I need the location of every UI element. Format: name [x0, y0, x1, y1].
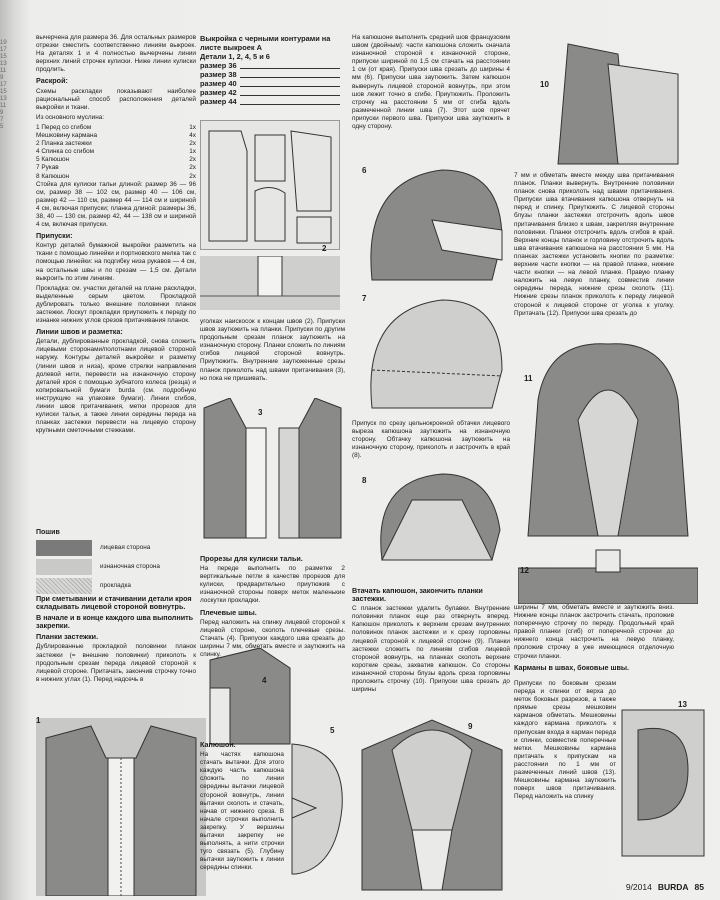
- figure-number: 4: [262, 676, 267, 685]
- figure-13: [618, 700, 708, 858]
- right-side-swatch: [36, 540, 92, 556]
- facing-text: Припуск по срезу цельнокроеной обтачки лицевого выреза капюшона заутюжить на изнаночную сторону. Обтачку капюшона заутюжить на изнаночную сторону, приколоть и застрочить в край (8).: [352, 420, 510, 460]
- slits-text: На переде выполнить по разметке 2 вертикальные петли в качестве прорезов для кулиски, предварительно приутюжив с изнаночной стороны поверх меток маленькие лоскутки прокладки.: [200, 565, 345, 605]
- figure-5: [286, 738, 348, 878]
- size-line-sample: [240, 72, 340, 78]
- figure-12-drawing: [518, 548, 698, 604]
- figure-number: 2: [322, 244, 327, 253]
- pattern-parts: Детали 1, 2, 4, 5 и 6: [200, 52, 270, 61]
- fabric-piece-qty: 4x: [189, 132, 196, 140]
- allowances-heading: Припуски:: [36, 231, 73, 241]
- figure-4-drawing: [200, 648, 310, 748]
- gutter-mark: 15: [0, 54, 7, 60]
- figure-3-drawing: [200, 398, 345, 546]
- gutter-mark: 9: [0, 75, 4, 81]
- attach-heading: Втачать капюшон, закончить планки застежки.: [352, 586, 483, 604]
- figure-10: [518, 34, 688, 174]
- hood-text: На частях капюшона стачать вытачки. Для этого каждую часть капюшона сложить по линии середины вытачки лицевой стороной вовнутрь, линии вытачки сколоть и стачать, начав от нижнего среза. В начале строчки выполнить закрепку. У вершины вытачки закрепку не выполнять, а нити строчки туго связать (5). Глубину вытачки заутюжить к линии середины спинки.: [200, 751, 284, 872]
- placket-text-cont: уголках наискосок к концам швов (2). Припуски швов заутюжить на планки. Припуски по другим продольным срезам планок заутюжить на изнаночную сторону. Планки сложить по линиям сгибов лицевой стороной вовнутрь. Приутюжить. Внутренние заутюженные срезы планок приколоть над швами притачивания (3), но пока не пришивать.: [200, 318, 345, 382]
- legend: [36, 526, 196, 595]
- wrong-side-swatch: [36, 559, 92, 575]
- size-label: размер 38: [200, 70, 237, 79]
- figure-8-drawing: [352, 460, 510, 570]
- finish-text: 7 мм и обметать вместе между шва притачивания планок. Планки вывернуть. Внутренние половинки планок снова приколоть над швами притачивания. Припуски шва втачивания капюшона отвернуть на перед и спинку. Приутюжить. С лицевой стороны блузы планки застежки отстрочить вдоль швов притачивания близко к швам, закрепляя внутренние половинки. Планки отстрочить вдоль сгибов в край. Верхние концы планок и горловину отстрочить вдоль шва втачивания капюшона на расстоянии 5 мм. На планках застежки установить кнопки по разметке: верхние части кнопки — на правой планке, нижние части кнопки — на левой планке. Правую планку наложить на левую планку, совместив линии середины переда, нижние срезы сколоть (11). Нижние срезы планок приколоть к переду лицевой стороной к лицевой стороне от уголка к уголку. Притачать (12). Припуски шва срезать до: [514, 172, 674, 317]
- figure-number: 7: [362, 294, 367, 303]
- pockets-heading: Карманы в швах, боковые швы.: [514, 662, 629, 672]
- shoulder-text: Перед наложить на спинку лицевой стороной к лицевой стороне, сколоть плечевые срезы. Стачать (4). Припуски каждого шва срезать до ширины 7 мм, обметать вместе и заутюжить на спинку.: [200, 618, 345, 659]
- gutter-mark: 11: [0, 68, 7, 74]
- fabric-piece-name: 4 Спинка со сгибом: [36, 148, 95, 156]
- page-footer: [626, 882, 704, 892]
- figure-number: 3: [258, 408, 263, 417]
- gutter-mark: 7: [0, 117, 4, 123]
- page-number: 85: [694, 882, 704, 892]
- fabric-piece-qty: 2x: [189, 140, 196, 148]
- figure-7-drawing: [352, 290, 510, 414]
- fabric-list-item: [36, 156, 196, 164]
- pockets-text: Припуски по боковым срезам переда и спинки от верха до меток боковых разрезов, а также прямые срезы мешковин карманов обметать. Мешковины каждого кармана приколоть к припускам входа в карман переда и спинки, совместив поперечные метки. Мешковины кармана притачать к припускам на расстоянии по 1 мм от размеченных линий швов (13). Мешковины кармана заутюжить поверх швов притачивания. Перед наложить на спинку: [514, 680, 616, 801]
- vest-front-drawing: [36, 718, 206, 896]
- figure-5-drawing: [286, 738, 348, 878]
- cutting-layout-diagram: [200, 120, 340, 250]
- fabric-piece-name: 2 Планка застежки: [36, 140, 92, 148]
- column-2: [200, 318, 345, 385]
- gutter-mark: 17: [0, 82, 7, 88]
- layout-drawing: [201, 121, 341, 251]
- figure-number: 6: [362, 166, 367, 175]
- bottom-text: ширины 7 мм, обметать вместе и заутюжить вниз. Нижние концы планок застрочить стачать, проложив поперечную строчку по переду. Продольный край правой планки (сгиб) от поперечной строчки до нижнего конца настрочить на левую планку, проложив строчку в уже имеющиеся отделочную строчки планки.: [514, 604, 674, 660]
- legend-label: изнаночная сторона: [100, 563, 160, 570]
- column-1-lower: [36, 592, 196, 686]
- figure-11: [518, 340, 698, 540]
- fabric-list: [36, 124, 196, 181]
- fabric-piece-qty: 2x: [189, 172, 196, 180]
- figure-4: [200, 648, 310, 748]
- column-3: [352, 34, 510, 133]
- column-3-mid: [352, 420, 510, 462]
- figure-10-drawing: [518, 34, 688, 174]
- column-1: [36, 34, 196, 437]
- fabric-piece-name: 5 Капюшон: [36, 156, 70, 164]
- figure-number: 10: [540, 80, 549, 89]
- figure-number: 5: [330, 726, 335, 735]
- size-line: [200, 88, 340, 97]
- size-label: размер 42: [200, 88, 237, 97]
- size-label: размер 44: [200, 97, 237, 106]
- figure-6-drawing: [352, 160, 510, 290]
- fabric-piece-qty: 2x: [189, 164, 196, 172]
- figure-2-drawing: [200, 256, 340, 310]
- figure-12: [518, 548, 698, 604]
- size-scale-gutter: [0, 40, 26, 210]
- figure-9-10-drawing: [352, 710, 510, 894]
- size-line-sample: [240, 90, 340, 96]
- figure-6: [352, 160, 510, 290]
- gutter-mark: 5: [0, 124, 4, 130]
- figure-9-10: [352, 710, 510, 894]
- figure-number: 9: [468, 722, 473, 731]
- gutter-mark: 13: [0, 61, 7, 67]
- size-label: размер 36: [200, 61, 237, 70]
- interfacing-text: Прокладка: см. участки деталей на плане раскладки, выделенные серым цветом. Прокладкой дублировать только внешние половинки планок застежки. Лоскут прокладки приутюжить к переду по изнанке нижних углов срезов притачивания планок.: [36, 284, 196, 325]
- hood-seam-text: На капюшоне выполнить средний шов французским швом (двойным): части капюшона сложить сначала изнаночной стороной к изнаночной стороне, припуски шириной по 1,5 см стачать на расстоянии 1 см (от края). Припуски шва срезать до ширины 4 мм (6). Припуски шва заутюжить. Затем капюшон вывернуть лицевой стороной вовнутрь, при этом шов лежит точно в сгибе. Приутюжить. Проложить строчку на расстоянии 5 мм от сгиба вдоль размеченной линии шва (7). Этот шов прячет припуски первого шва. Припуски шва заутюжить в одну сторону.: [352, 34, 510, 131]
- fabric-piece-name: Мешковину кармана: [36, 132, 98, 140]
- figure-1-front: [36, 718, 206, 896]
- figure-number: 1: [36, 716, 41, 725]
- note-heading-2: В начале и в конце каждого шва выполнить закрепки.: [36, 613, 194, 631]
- gutter-mark: 15: [0, 89, 7, 95]
- fabric-piece-qty: 2x: [189, 156, 196, 164]
- column-4: [514, 172, 674, 320]
- fabric-list-item: [36, 140, 196, 148]
- fabric-list-item: [36, 164, 196, 172]
- figure-8: [352, 460, 510, 570]
- placket-heading: Планки застежки.: [36, 632, 99, 642]
- legend-label: лицевая сторона: [100, 544, 151, 551]
- attach-text: С планок застежки удалить булавки. Внутренние половинки планок еще раз отвернуть вперед. Капюшон приколоть к верхним срезам внутренних половинок планок застежки и к срезу горловины лицевой стороной к лицевой стороне (9). Планки застежки сложить по линиям сгибов лицевой стороной вовнутрь, на планках сколоть верхние короткие срезы, захватив капюшон. Со стороны изнаночной стороны блузы вдоль среза горловины проложить строчку (10). Припуски шва срезать до ширины: [352, 605, 510, 694]
- gutter-mark: 17: [0, 47, 7, 53]
- size-line: [200, 70, 340, 79]
- fabric-piece-qty: 1x: [189, 148, 196, 156]
- figure-2: [200, 256, 340, 310]
- legend-title: Пошив: [36, 529, 60, 536]
- brand-name: BURDA: [657, 882, 689, 892]
- placket-text: Дублированные прокладкой половинки планок застежки (= внешние половинки) приколоть к продольным срезам переда лицевой стороной к лицевой стороне. Притачать, закончив строчку точно в нижних углах (1). Перед надсечь в: [36, 643, 196, 683]
- column-4-mid: [514, 604, 674, 674]
- cutting-text: Схемы раскладки показывают наиболее рациональный способ расположения деталей выкройки и ткани.: [36, 87, 196, 111]
- note-heading: При сметывании и стачивании детали кроя складывать лицевой стороной вовнутрь.: [36, 594, 192, 612]
- size-line: [200, 61, 340, 70]
- column-2-lower: [200, 738, 284, 875]
- figure-13-drawing: [618, 700, 708, 858]
- gutter-mark: 9: [0, 110, 4, 116]
- marking-text: Детали, дублированные прокладкой, снова сложить лицевыми сторонами/полотнами лицевой стороной наружу. Контуры деталей выкройки и разметку (линии швов и низа), кроме стрелки направления долевой нити, перевести на изнаночную сторону деталей кроя с помощью зубчатого колеса (резца) и копировальной бумаги burda (см. подробную инструкцию на упаковке бумаги). Линии сгибов, линии швов притачивания, метки прорезов для кулиски тальи, а также линии середины переда на планках застежки перевести на лицевую сторону крупными сметочными стежками.: [36, 338, 196, 435]
- gutter-mark: 19: [0, 40, 7, 46]
- figure-number: 13: [678, 700, 687, 709]
- slits-heading: Прорезы для кулиски тальи.: [200, 554, 303, 563]
- intro-text: вычерчена для размера 36. Для остальных размеров отрезки сместить соответственно линиям выкроек. На деталях 1 и 4 полностью вычерчены линии верхних линий строчек кулиски. Ниже линии кулиски продлить.: [36, 34, 196, 74]
- pattern-title: Выкройка с черными контурами на листе выкроек А: [200, 34, 331, 52]
- strip-sizes-text: Стойка для кулиски тальи длиной: размер 36 — 96 см, размер 38 — 102 см, размер 40 — 106 см, размер 42 — 110 см, размер 44 — 114 см и шириной 4 см, включая припуски; планка длиной: размеры 36, 38, 40 — 130 см, размер 42, 44 — 138 см и шириной 4 см, включая припуски.: [36, 180, 196, 229]
- marking-heading: Линии швов и разметка:: [36, 327, 123, 337]
- size-label: размер 40: [200, 79, 237, 88]
- fabric-list-item: [36, 173, 196, 181]
- fabric-piece-name: 7 Рукав: [36, 164, 59, 172]
- pattern-box: [200, 34, 340, 106]
- size-line-sample: [240, 81, 340, 87]
- fabric-list-item: [36, 148, 196, 156]
- gutter-mark: 13: [0, 96, 7, 102]
- size-line-sample: [240, 63, 340, 69]
- figure-number: 11: [524, 374, 533, 383]
- legend-label: прокладка: [100, 582, 131, 589]
- fabric-list-item: [36, 124, 196, 132]
- fabric-piece-name: 8 Капюшон: [36, 172, 70, 180]
- issue-number: 9/2014: [625, 882, 652, 892]
- size-line: [200, 79, 340, 88]
- figure-11-drawing: [518, 340, 698, 540]
- size-line-sample: [240, 99, 340, 105]
- gutter-mark: 11: [0, 103, 7, 109]
- column-4-lower: [514, 680, 616, 803]
- figure-number: 12: [520, 566, 529, 575]
- fabric-piece-qty: 1x: [189, 123, 196, 131]
- size-line: [200, 97, 340, 106]
- shoulder-heading: Плечевые швы.: [200, 607, 257, 617]
- hood-heading: Капюшон.: [200, 740, 236, 749]
- column-3-lower: [352, 584, 510, 696]
- column-2-mid: [200, 552, 345, 661]
- fabric-list-title: Из основного муслина:: [36, 113, 105, 121]
- allowances-text: Контур деталей бумажной выкройки разметить на ткани с помощью линейки и портновского мелка так с помощью линейки: на подгибку низа рукавов — 4 см, на остальные швы и по срезам — 1,5 см. Детали выкроить по этим линиям.: [36, 242, 196, 282]
- fabric-list-item: [36, 132, 196, 140]
- figure-number: 8: [362, 476, 367, 485]
- cutting-heading: Раскрой:: [36, 76, 68, 86]
- size-lines: [200, 61, 340, 106]
- fabric-piece-name: 1 Перед со сгибом: [36, 123, 92, 131]
- figure-3: [200, 398, 345, 546]
- figure-7: [352, 290, 510, 414]
